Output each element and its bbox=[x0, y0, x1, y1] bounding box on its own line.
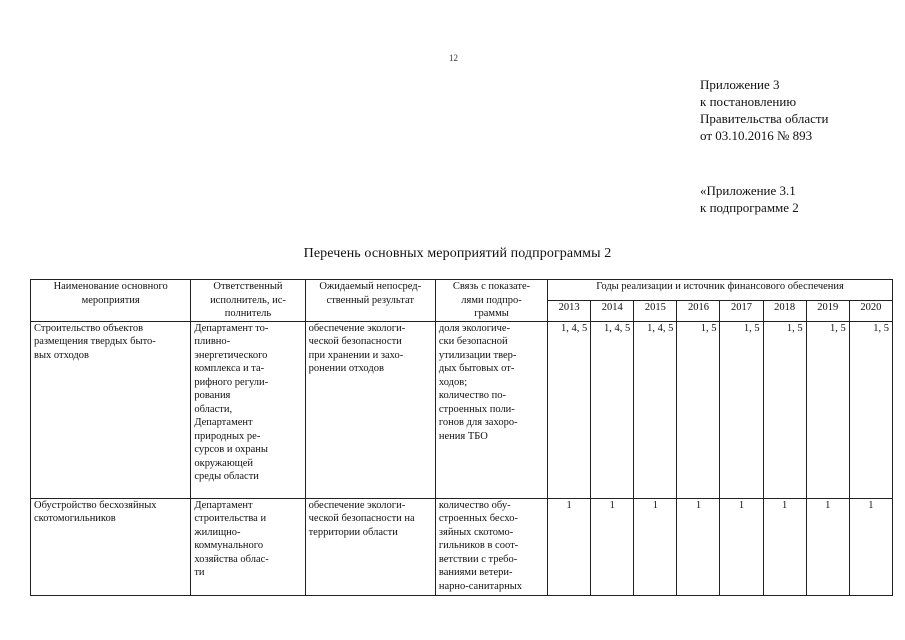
year-value-cell: 1 bbox=[677, 498, 720, 595]
document-title: Перечень основных мероприятий подпрограммы 2 bbox=[303, 246, 612, 261]
year-value-cell: 1, 4, 5 bbox=[548, 321, 591, 498]
executor-cell: Департамент то- пливно- энергетического комплекса и та- рифного регули- рования области, Департамент природных ре- сурсов и охраны окружающей среды области bbox=[191, 321, 305, 498]
year-value-cell: 1 bbox=[763, 498, 806, 595]
measure-name-cell: Строительство объектов размещения твердых быто- вых отходов bbox=[31, 321, 191, 498]
indicator-cell: количество обу- строенных бесхо- зяйных скотомо- гильников в соот- ветствии с требо- ваниями ветери- нарно-санитарных bbox=[435, 498, 547, 595]
page-number: 12 bbox=[449, 53, 458, 63]
appendix-line: от 03.10.2016 № 893 bbox=[700, 128, 813, 143]
header-year: 2019 bbox=[806, 300, 849, 321]
year-value-cell: 1 bbox=[634, 498, 677, 595]
table-row bbox=[31, 498, 893, 595]
indicator-cell: доля экологиче- ски безопасной утилизации твер- дых бытовых от- ходов; количество по- строенных поли- гонов для захоро- нения ТБО bbox=[435, 321, 547, 498]
header-year: 2015 bbox=[634, 300, 677, 321]
executor-cell: Департамент строительства и жилищно- коммунального хозяйства облас- ти bbox=[191, 498, 305, 595]
year-value-cell: 1 bbox=[849, 498, 892, 595]
header-years-group: Годы реализации и источник финансового обеспечения bbox=[548, 280, 893, 301]
header-year: 2017 bbox=[720, 300, 763, 321]
year-value-cell: 1, 5 bbox=[677, 321, 720, 498]
header-row bbox=[31, 280, 893, 301]
appendix-line: Приложение 3 bbox=[700, 77, 780, 92]
appendix-sub-header bbox=[700, 182, 799, 216]
appendix-header bbox=[700, 76, 829, 144]
header-year: 2014 bbox=[591, 300, 634, 321]
result-cell: обеспечение экологи- ческой безопасности при хранении и захо- ронении отходов bbox=[305, 321, 435, 498]
result-cell: обеспечение экологи- ческой безопасности на территории области bbox=[305, 498, 435, 595]
header-indicator-link: Связь с показате- лями подпро- граммы bbox=[435, 280, 547, 322]
header-measure-name: Наименование основного мероприятия bbox=[31, 280, 191, 322]
header-result: Ожидаемый непосред- ственный результат bbox=[305, 280, 435, 322]
year-value-cell: 1, 4, 5 bbox=[591, 321, 634, 498]
year-value-cell: 1, 5 bbox=[849, 321, 892, 498]
header-year: 2018 bbox=[763, 300, 806, 321]
measure-name-cell: Обустройство бесхозяйных скотомогильников bbox=[31, 498, 191, 595]
measures-table bbox=[30, 279, 893, 596]
header-executor: Ответственный исполнитель, ис- полнитель bbox=[191, 280, 305, 322]
year-value-cell: 1 bbox=[591, 498, 634, 595]
appendix-sub-line: «Приложение 3.1 bbox=[700, 183, 796, 198]
header-year: 2020 bbox=[849, 300, 892, 321]
year-value-cell: 1, 5 bbox=[763, 321, 806, 498]
appendix-sub-line: к подпрограмме 2 bbox=[700, 200, 799, 215]
year-value-cell: 1, 4, 5 bbox=[634, 321, 677, 498]
year-value-cell: 1, 5 bbox=[720, 321, 763, 498]
year-value-cell: 1 bbox=[548, 498, 591, 595]
year-value-cell: 1, 5 bbox=[806, 321, 849, 498]
year-value-cell: 1 bbox=[720, 498, 763, 595]
table-row bbox=[31, 321, 893, 498]
appendix-line: к постановлению bbox=[700, 94, 797, 109]
year-value-cell: 1 bbox=[806, 498, 849, 595]
header-year: 2016 bbox=[677, 300, 720, 321]
appendix-line: Правительства области bbox=[700, 111, 829, 126]
header-year: 2013 bbox=[548, 300, 591, 321]
